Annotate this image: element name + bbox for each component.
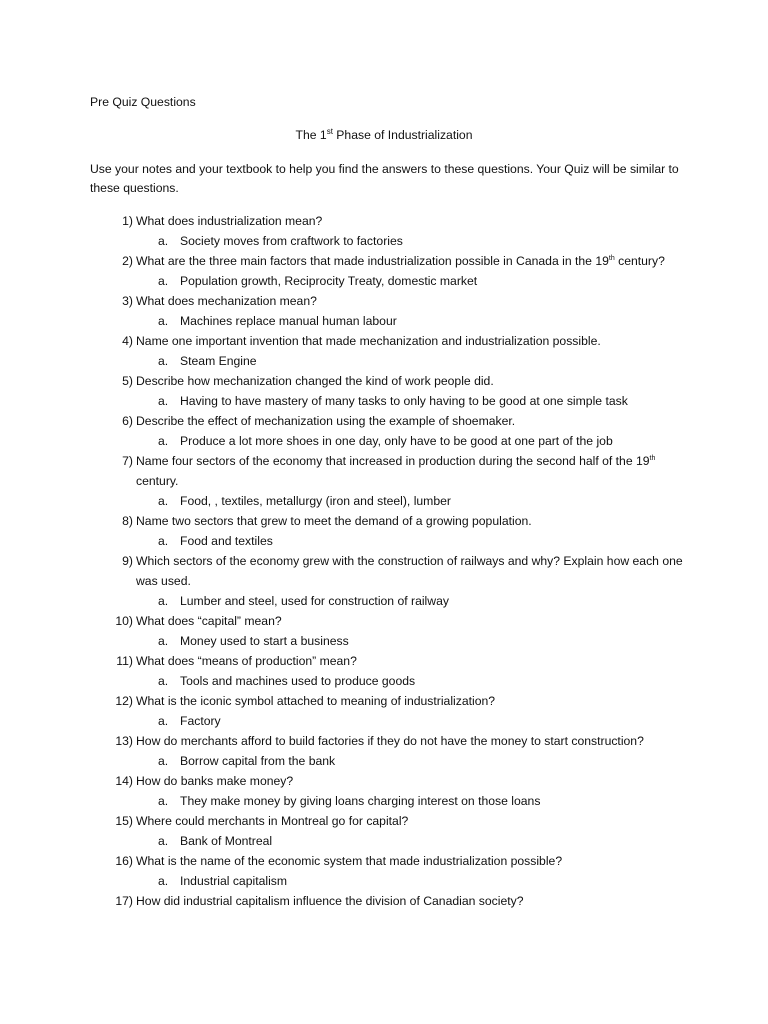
question-number: 9) [122,554,133,568]
question-text-main: What are the three main factors that made industrialization possible in Canada in the 19 [136,254,609,268]
question-text-main: Name two sectors that grew to meet the demand of a growing population. [136,514,532,528]
question-text [136,411,690,431]
answer-text: Society moves from craftwork to factories [180,234,403,248]
question-text [136,331,690,351]
answer-letter: a. [158,714,169,728]
question-text [136,891,690,911]
page-title [0,126,768,144]
question-text-main: Name one important invention that made mechanization and industrialization possible. [136,334,601,348]
question-number: 6) [122,414,133,428]
answer-row [90,491,690,511]
answer-text: Industrial capitalism [180,874,288,888]
question-text-main: How did industrial capitalism influence the division of Canadian society? [136,894,524,908]
question-number: 8) [122,514,133,528]
question-text [136,731,690,751]
answer-row [90,671,690,691]
question-text [136,611,690,631]
answer-text: Borrow capital from the bank [180,754,336,768]
question-row [90,691,690,711]
question-text-main: Describe how mechanization changed the kind of work people did. [136,374,494,388]
answer-row [90,871,690,891]
answer-letter: a. [158,674,169,688]
question-row [90,331,690,351]
answer-text: Steam Engine [180,354,257,368]
answer-letter: a. [158,874,169,888]
answer-row [90,531,690,551]
answer-letter: a. [158,534,169,548]
question-text [136,211,690,231]
question-text [136,511,690,531]
title-text-start: The 1 [295,128,327,142]
question-superscript: th [649,455,656,462]
answer-row [90,631,690,651]
answer-letter: a. [158,594,169,608]
question-item [90,291,690,331]
question-item [90,451,690,511]
answer-text: Food, , textiles, metallurgy (iron and steel), lumber [180,494,451,508]
answer-text: Money used to start a business [180,634,349,648]
question-row [90,891,690,911]
question-number: 4) [122,334,133,348]
question-number: 11) [116,654,133,668]
question-number: 2) [122,254,133,268]
question-number: 10) [115,614,133,628]
question-text [136,771,690,791]
question-text-tail: century. [136,474,179,488]
question-row [90,771,690,791]
answer-text: Having to have mastery of many tasks to only having to be good at one simple task [180,394,628,408]
answer-letter: a. [158,234,169,248]
question-number: 16) [115,854,133,868]
question-number: 12) [115,694,133,708]
answer-text: Produce a lot more shoes in one day, only have to be good at one part of the job [180,434,613,448]
question-item [90,331,690,371]
answer-letter: a. [158,494,169,508]
question-item [90,251,690,291]
question-row [90,551,690,591]
question-number: 15) [115,814,133,828]
question-text-main: How do merchants afford to build factories if they do not have the money to start construction? [136,734,644,748]
question-item [90,691,690,731]
question-item [90,371,690,411]
page-heading: Pre Quiz Questions [90,95,196,109]
question-item [90,651,690,691]
question-text-main: How do banks make money? [136,774,294,788]
question-row [90,651,690,671]
question-text [136,691,690,711]
question-item [90,891,690,911]
question-row [90,851,690,871]
question-number: 13) [115,734,133,748]
question-number: 7) [122,454,133,468]
answer-row [90,591,690,611]
question-item [90,411,690,451]
answer-row [90,231,690,251]
instructions-paragraph: Use your notes and your textbook to help you find the answers to these questions. Your Quiz will be similar to these questions. [90,162,679,195]
question-text-main: What does “means of production” mean? [136,654,357,668]
answer-letter: a. [158,354,169,368]
question-item [90,511,690,551]
answer-letter: a. [158,634,169,648]
answer-row [90,831,690,851]
question-text-main: Which sectors of the economy grew with the construction of railways and why? Explain how each one was used. [136,554,683,588]
answer-row [90,271,690,291]
answer-row [90,311,690,331]
answer-row [90,391,690,411]
question-text-main: What does industrialization mean? [136,214,323,228]
question-text [136,371,690,391]
question-item [90,731,690,771]
question-row [90,731,690,751]
answer-letter: a. [158,834,169,848]
answer-text: Tools and machines used to produce goods [180,674,416,688]
answer-text: Machines replace manual human labour [180,314,397,328]
question-text [136,291,690,311]
question-number: 5) [122,374,133,388]
answer-text: Bank of Montreal [180,834,273,848]
answer-letter: a. [158,314,169,328]
question-row [90,451,690,491]
question-number: 14) [115,774,133,788]
question-item [90,551,690,611]
question-number: 3) [122,294,133,308]
question-number: 17) [115,894,133,908]
question-text-main: What does “capital” mean? [136,614,282,628]
question-text [136,451,690,491]
answer-letter: a. [158,754,169,768]
question-row [90,811,690,831]
question-superscript: th [608,255,615,262]
answer-text: Population growth, Reciprocity Treaty, domestic market [180,274,478,288]
question-item [90,211,690,251]
question-text [136,651,690,671]
answer-letter: a. [158,794,169,808]
question-text [136,851,690,871]
answer-row [90,751,690,771]
question-text-main: Describe the effect of mechanization using the example of shoemaker. [136,414,516,428]
question-list [90,211,690,911]
question-row [90,611,690,631]
answer-row [90,711,690,731]
question-item [90,611,690,651]
question-text-main: What is the iconic symbol attached to meaning of industrialization? [136,694,496,708]
question-text-main: What does mechanization mean? [136,294,317,308]
question-row [90,291,690,311]
question-text [136,251,690,271]
title-text-end: Phase of Industrialization [332,128,473,142]
answer-row [90,791,690,811]
question-text-main: What is the name of the economic system that made industrialization possible? [136,854,563,868]
answer-row [90,431,690,451]
answer-letter: a. [158,274,169,288]
question-text-main: Name four sectors of the economy that increased in production during the second half of the 19 [136,454,650,468]
answer-letter: a. [158,394,169,408]
answer-row [90,351,690,371]
answer-text: Food and textiles [180,534,273,548]
answer-letter: a. [158,434,169,448]
answer-text: Lumber and steel, used for construction of railway [180,594,449,608]
question-item [90,851,690,891]
question-row [90,511,690,531]
question-row [90,211,690,231]
question-row [90,371,690,391]
question-row [90,411,690,431]
question-text-tail: century? [614,254,665,268]
question-number: 1) [122,214,133,228]
title-superscript: st [326,127,333,136]
answer-text: Factory [180,714,221,728]
question-item [90,771,690,811]
question-text [136,811,690,831]
question-item [90,811,690,851]
question-row [90,251,690,271]
question-text [136,551,690,591]
question-text-main: Where could merchants in Montreal go for capital? [136,814,409,828]
answer-text: They make money by giving loans charging interest on those loans [180,794,541,808]
